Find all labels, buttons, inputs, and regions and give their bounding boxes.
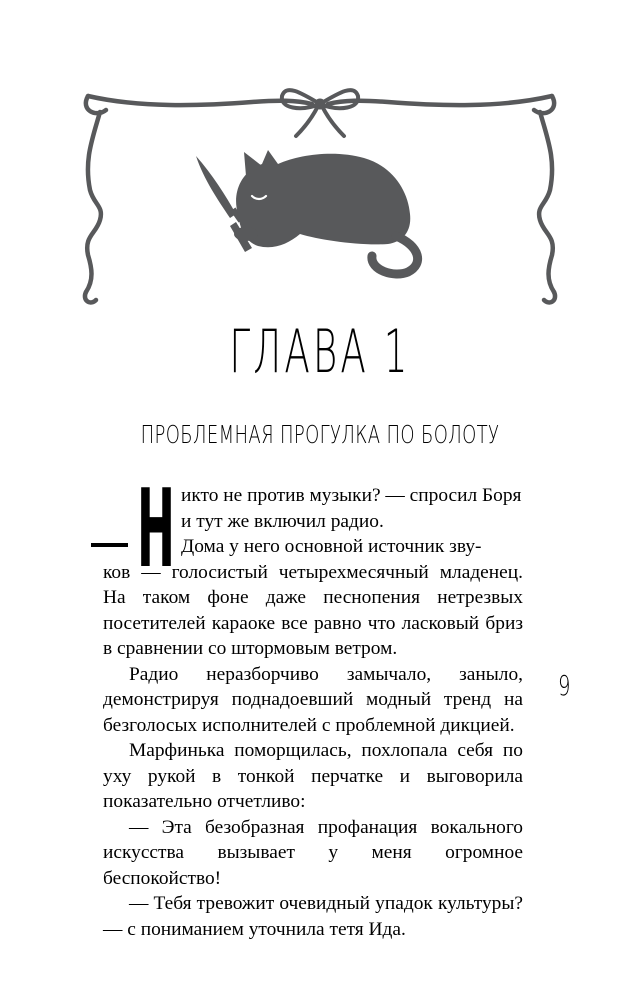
body-text	[103, 483, 523, 942]
lead-line: Дома у него основной источник зву-	[181, 536, 482, 557]
page-number: 9	[558, 669, 571, 702]
paragraph: — Эта безобразная профанация вокального искусства вызывает у меня огромное беспокойство!	[103, 816, 523, 889]
drop-cap: Н	[137, 467, 175, 592]
chapter-ornament	[0, 0, 640, 320]
lead-line: икто не против музыки? — спросил Боря	[181, 485, 522, 506]
chapter-subtitle: ПРОБЛЕМНАЯ ПРОГУЛКА ПО БОЛОТУ	[140, 420, 500, 449]
chapter-title: ГЛАВА 1	[229, 317, 411, 387]
bow-icon	[282, 90, 358, 136]
paragraph: ков — голосистый четырехмесячный младенец. На таком фоне даже песнопения нетрезвых посетителей караоке все равно что ласковый бриз в сравнении со штормовым ветром.	[103, 561, 523, 659]
paragraph: — Тебя тревожит очевидный упадок культуры? — с пониманием уточнила тетя Ида.	[103, 893, 523, 940]
paragraph: Радио неразборчиво замычало, заныло, демонстрируя поднадоевший модный тренд на безголосых исполнителей с проблемной дикцией.	[103, 663, 523, 736]
lead-line: и тут же включил радио.	[181, 510, 384, 532]
paragraph: Марфинька поморщилась, похлопала себя по уху рукой в тонкой перчатке и выговорила показательно отчетливо:	[103, 740, 523, 812]
cat-with-knife-icon	[196, 150, 418, 274]
